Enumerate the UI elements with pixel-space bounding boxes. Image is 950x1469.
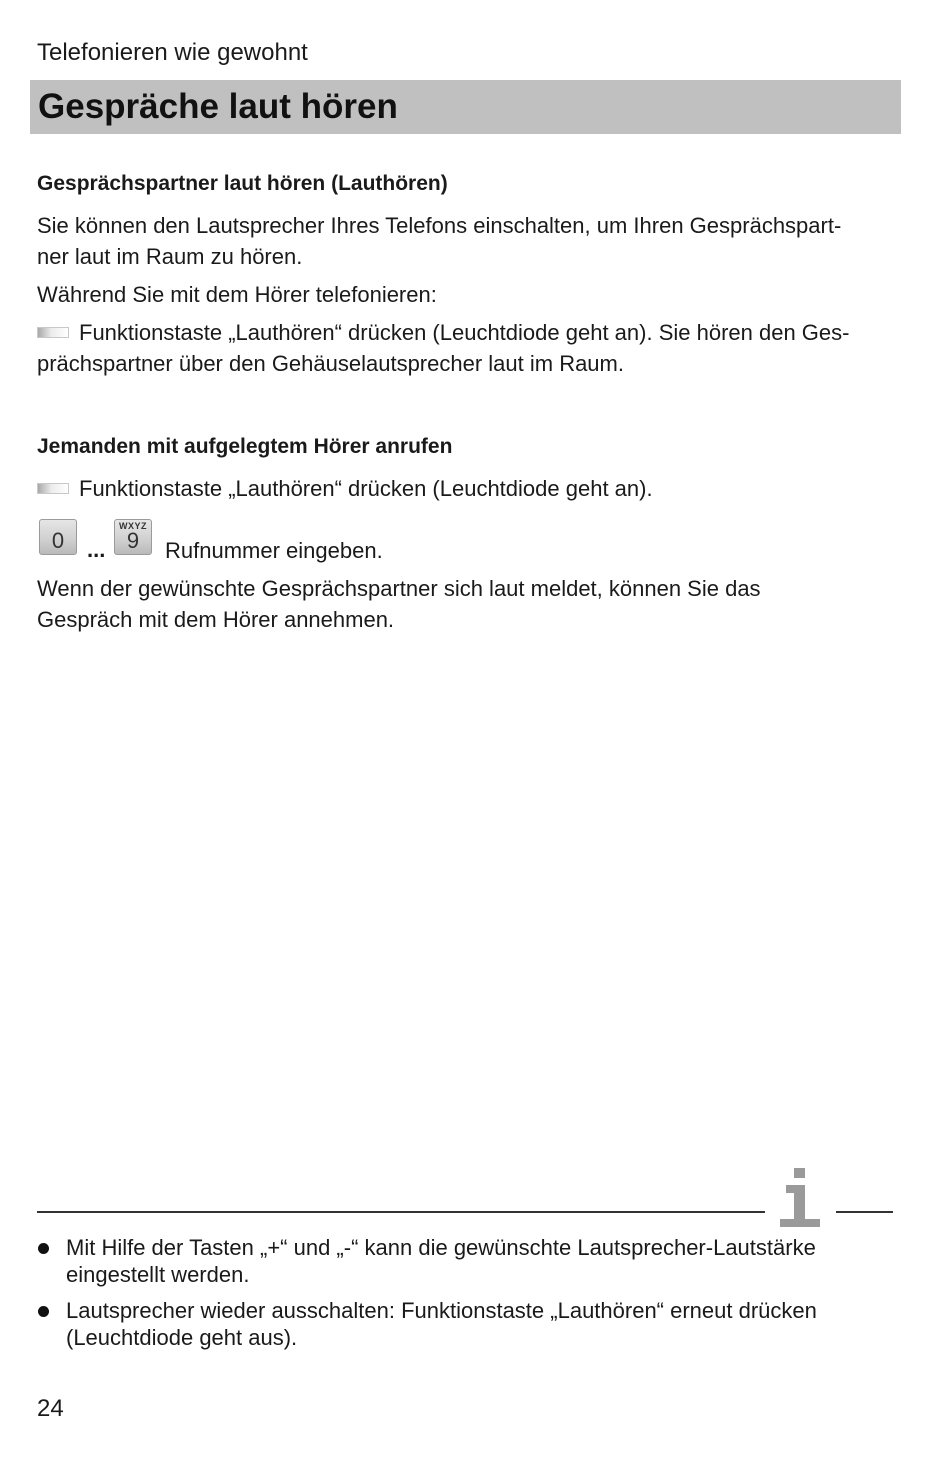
step-line: prächspartner über den Gehäuselautsprecher laut im Raum. bbox=[37, 351, 624, 376]
digit-key-9-icon bbox=[114, 519, 152, 555]
page-number: 24 bbox=[37, 1395, 64, 1422]
note-line: Lautsprecher wieder ausschalten: Funktionstaste „Lauthören“ erneut drücken bbox=[66, 1298, 817, 1323]
key-range-ellipsis: ... bbox=[87, 537, 106, 562]
title-bar bbox=[30, 80, 901, 134]
intro-paragraph bbox=[37, 210, 897, 272]
note-line: eingestellt werden. bbox=[66, 1262, 250, 1287]
note-item bbox=[66, 1234, 896, 1288]
note-item bbox=[66, 1297, 896, 1351]
note-line: (Leuchtdiode geht aus). bbox=[66, 1325, 298, 1350]
note-line: Mit Hilfe der Tasten „+“ und „-“ kann die gewünschte Lautsprecher-Lautstärke bbox=[66, 1235, 816, 1260]
key-digit-label: 9 bbox=[126, 528, 140, 553]
info-divider-right bbox=[836, 1211, 893, 1213]
bullet bbox=[38, 1306, 49, 1317]
step-paragraph bbox=[37, 473, 897, 504]
key-digit-label: 0 bbox=[51, 528, 65, 553]
led-function-key-icon bbox=[37, 483, 69, 494]
key-letters-label: WXYZ bbox=[119, 521, 147, 531]
outro-line: Gespräch mit dem Hörer annehmen. bbox=[37, 607, 395, 632]
section-heading-anrufen: Jemanden mit aufgelegtem Hörer anrufen bbox=[37, 435, 453, 458]
intro-line: ner laut im Raum zu hören. bbox=[37, 244, 303, 269]
step-line: Funktionstaste „Lauthören“ drücken (Leuchtdiode geht an). Sie hören den Ges- bbox=[79, 320, 850, 345]
bullet bbox=[38, 1243, 49, 1254]
outro-line: Wenn der gewünschte Gesprächspartner sich laut meldet, können Sie das bbox=[37, 576, 761, 601]
running-head: Telefonieren wie gewohnt bbox=[37, 39, 308, 66]
outro-paragraph bbox=[37, 573, 897, 635]
digit-key-0-icon bbox=[39, 519, 77, 555]
intro-line: Sie können den Lautsprecher Ihres Telefons einschalten, um Ihren Gesprächspart- bbox=[37, 213, 842, 238]
led-function-key-icon bbox=[37, 327, 69, 338]
info-divider-left bbox=[37, 1211, 765, 1213]
page-title: Gespräche laut hören bbox=[38, 87, 398, 126]
while-text: Während Sie mit dem Hörer telefonieren: bbox=[37, 282, 437, 307]
info-icon bbox=[776, 1166, 824, 1228]
section-heading-lauthoeren: Gesprächspartner laut hören (Lauthören) bbox=[37, 172, 448, 195]
dial-step-text: Rufnummer eingeben. bbox=[165, 538, 383, 563]
step-paragraph bbox=[37, 317, 897, 379]
step-line: Funktionstaste „Lauthören“ drücken (Leuchtdiode geht an). bbox=[79, 476, 653, 501]
